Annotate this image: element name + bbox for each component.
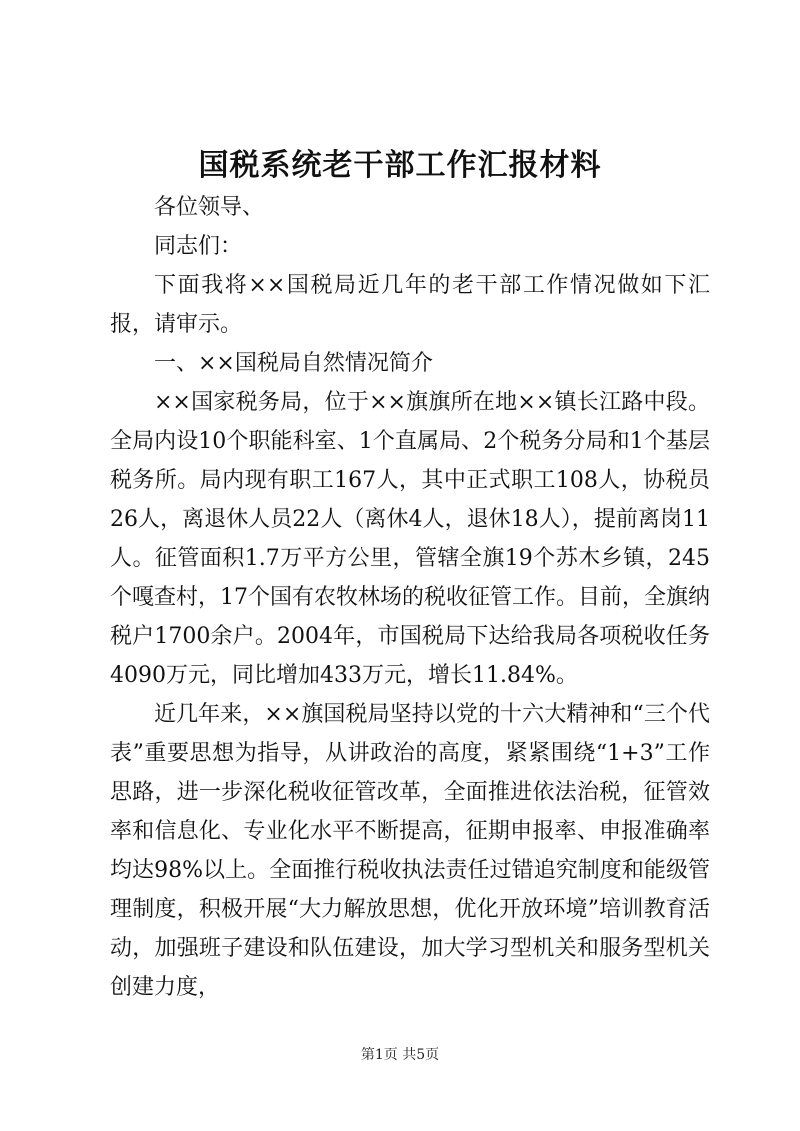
page-footer: 第1页 共5页 [360, 1047, 440, 1063]
salutation-line-2: 同志们： [154, 234, 243, 259]
salutation-line-1: 各位领导、 [154, 195, 265, 220]
section-heading: 一、××国税局自然情况简介 [154, 351, 433, 376]
progress-paragraph: 近几年来，××旗国税局坚持以党的十六大精神和“三个代表”重要思想为指导，从讲政治的高度，紧紧围绕“1+3”工作思路，进一步深化税收征管改革，全面推进依法治税，征管效率和信息化、专业化水平不断提高，征期申报率、申报准确率均达98%以上。全面推行税收执法责任过错追究制度和能级管理制度，积极开展“大力解放思想，优化开放环境”培训教育活动，加强班子建设和队伍建设，加大学习型机关和服务型机关创建力度， [110, 702, 710, 1000]
overview-paragraph: ××国家税务局，位于××旗旗所在地××镇长江路中段。全局内设10个职能科室、1个直属局、2个税务分局和1个基层税务所。局内现有职工167人，其中正式职工108人，协税员26人，离退休人员22人（离休4人，退休18人），提前离岗11人。征管面积1.7万平方公里，管辖全旗19个苏木乡镇，245个嘎查村，17个国有农牧林场的税收征管工作。目前，全旗纳税户1700余户。2004年，市国税局下达给我局各项税收任务4090万元，同比增加433万元，增长11.84%。 [110, 390, 710, 688]
document-body [110, 188, 710, 1007]
intro-paragraph: 下面我将××国税局近几年的老干部工作情况做如下汇报，请审示。 [110, 273, 710, 337]
document-title: 国税系统老干部工作汇报材料 [198, 148, 602, 183]
